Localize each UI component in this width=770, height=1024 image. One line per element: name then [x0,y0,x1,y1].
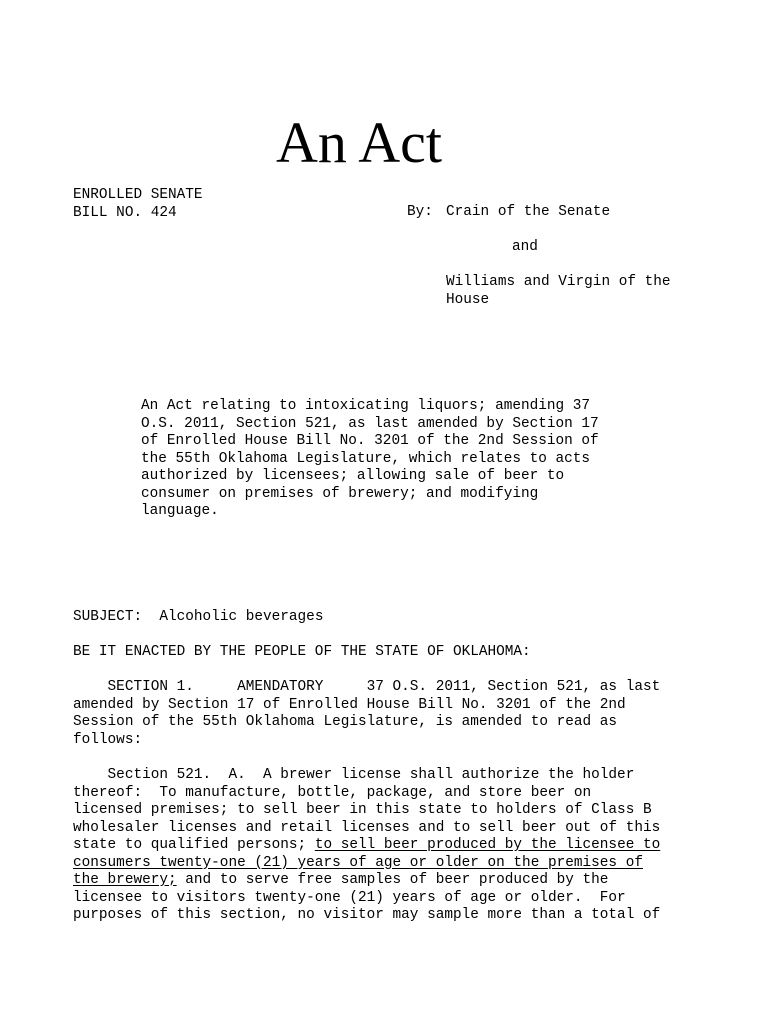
section-1-line: follows: [73,731,143,748]
and-word: and [512,239,538,255]
summary-line: authorized by licensees; allowing sale of beer to [141,468,565,484]
subject-line [73,609,323,627]
enacting-clause: BE IT ENACTED BY THE PEOPLE OF THE STATE OF OKLAHOMA: [73,644,531,660]
section-1-text [73,679,660,749]
section-521-line: state to qualified persons; [73,837,315,853]
summary-line: the 55th Oklahoma Legislature, which relates to acts [141,450,591,467]
summary-line: consumer on premises of brewery; and modifying [141,485,539,502]
summary-line: language. [141,503,219,519]
author-house [446,274,671,309]
act-summary [141,398,599,521]
section-521-line: wholesaler licenses and retail licenses and to sell beer out of this [73,819,661,836]
inserted-text: the brewery; [73,872,177,888]
subject-label: SUBJECT: [73,609,143,625]
by-label: By: [407,204,433,220]
section-521-line: purposes of this section, no visitor may sample more than a total of [73,907,661,923]
summary-line: An Act relating to intoxicating liquors; amending 37 [141,398,591,414]
section-1-line: amended by Section 17 of Enrolled House Bill No. 3201 of the 2nd [73,696,626,713]
author-house-line-2: House [446,291,490,308]
section-1-line: Session of the 55th Oklahoma Legislature, is amended to read as [73,714,618,730]
section-521-line: licensed premises; to sell beer in this state to holders of Class B [73,802,652,818]
section-521-line: and to serve free samples of beer produced by the [176,872,609,888]
summary-line: of Enrolled House Bill No. 3201 of the 2nd Session of [141,433,599,449]
document-title: An Act [276,110,442,175]
inserted-text: consumers twenty-one (21) years of age or older on the premises of [73,854,643,871]
section-521-line: thereof: To manufacture, bottle, package, and store beer on [73,784,592,801]
author-senate: Crain of the Senate [446,204,611,220]
summary-line: O.S. 2011, Section 521, as last amended by Section 17 [141,415,599,432]
inserted-text: to sell beer produced by the licensee to [314,837,661,853]
author-house-line-1: Williams and Virgin of the [446,274,671,290]
bill-number-label [73,187,203,222]
section-521-line: Section 521. A. A brewer license shall authorize the holder [73,767,635,783]
section-521-line: licensee to visitors twenty-one (21) years of age or older. For [73,889,626,906]
subject-value: Alcoholic beverages [159,609,324,625]
bill-line-2: BILL NO. 424 [73,204,177,221]
bill-line-1: ENROLLED SENATE [73,187,203,203]
section-1-line: SECTION 1. AMENDATORY 37 O.S. 2011, Section 521, as last [73,679,661,695]
section-521-text [73,767,660,925]
